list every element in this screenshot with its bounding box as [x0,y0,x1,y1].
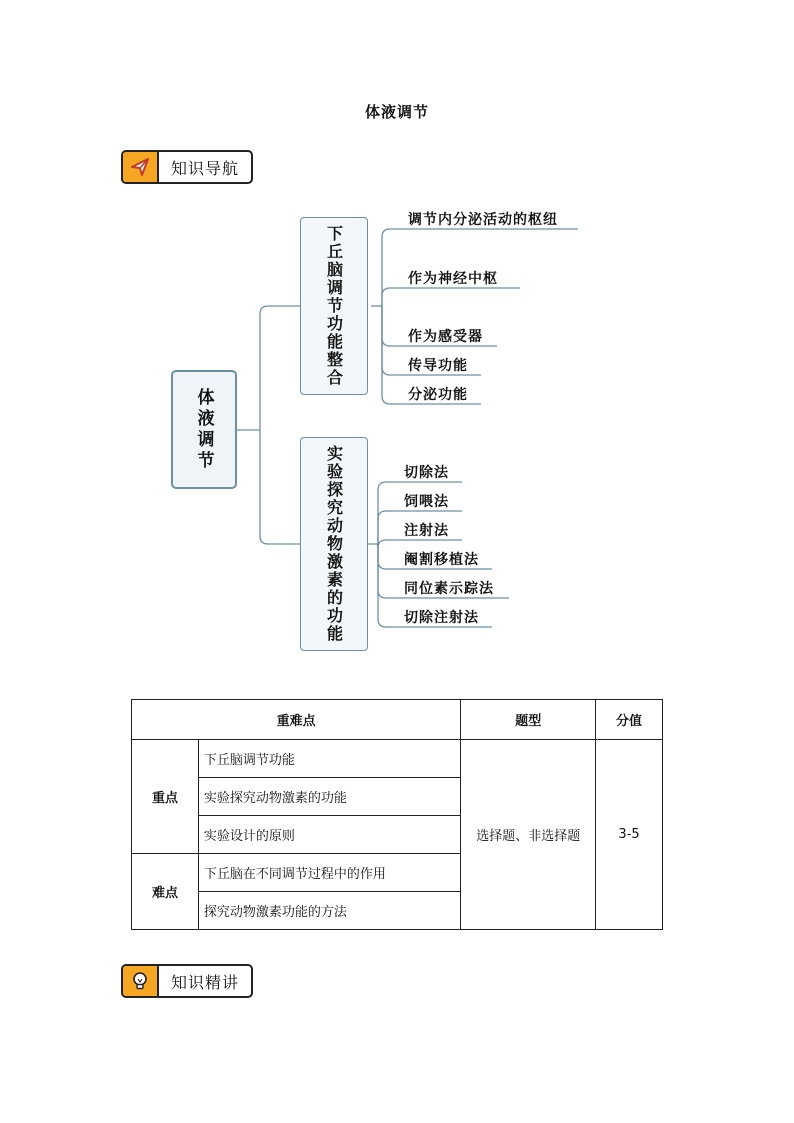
section-header-explanation [121,964,253,998]
mindmap-branch-hypothalamus [300,217,368,395]
mindmap-leaf: 阉割移植法 [404,552,479,568]
header-score: 分值 [596,700,663,740]
question-type-cell: 选择题、非选择题 [461,740,596,930]
table-cell: 实验探究动物激素的功能 [198,778,460,816]
branch-label: 实验探究动物激素的功能 [324,445,344,643]
mindmap-branch-hormone-experiments [300,437,368,651]
mindmap-leaf: 同位素示踪法 [404,581,494,597]
mindmap-root-node [171,370,237,489]
branch-label: 下丘脑调节功能整合 [324,225,344,387]
table-cell: 探究动物激素功能的方法 [198,892,460,930]
header-key-points: 重难点 [132,700,461,740]
mindmap-leaf: 作为神经中枢 [408,271,498,287]
key-points-table [131,699,663,930]
mindmap-leaf: 分泌功能 [408,387,468,403]
table-header-row [132,700,663,740]
section-label: 知识导航 [170,158,239,178]
table-cell: 实验设计的原则 [198,816,460,854]
header-question-type: 题型 [461,700,596,740]
mindmap-leaf: 注射法 [404,523,449,539]
table-cell: 下丘脑调节功能 [198,740,460,778]
table-row [132,740,663,778]
mindmap-leaf: 传导功能 [408,358,468,374]
mindmap-leaf: 切除法 [404,465,449,481]
lightbulb-icon [123,966,159,996]
mindmap-root-label: 体液调节 [193,387,214,472]
mindmap-leaf: 作为感受器 [408,329,483,345]
table-cell: 下丘脑在不同调节过程中的作用 [198,854,460,892]
score-cell: 3-5 [596,740,663,930]
mindmap-leaf: 切除注射法 [404,610,479,626]
mindmap-leaf: 饲喂法 [404,494,449,510]
group-label-difficult: 难点 [132,854,199,930]
group-label-key: 重点 [132,740,199,854]
mindmap-leaf: 调节内分泌活动的枢纽 [408,212,558,228]
page-title: 体液调节 [364,103,429,121]
section-label: 知识精讲 [170,972,239,992]
